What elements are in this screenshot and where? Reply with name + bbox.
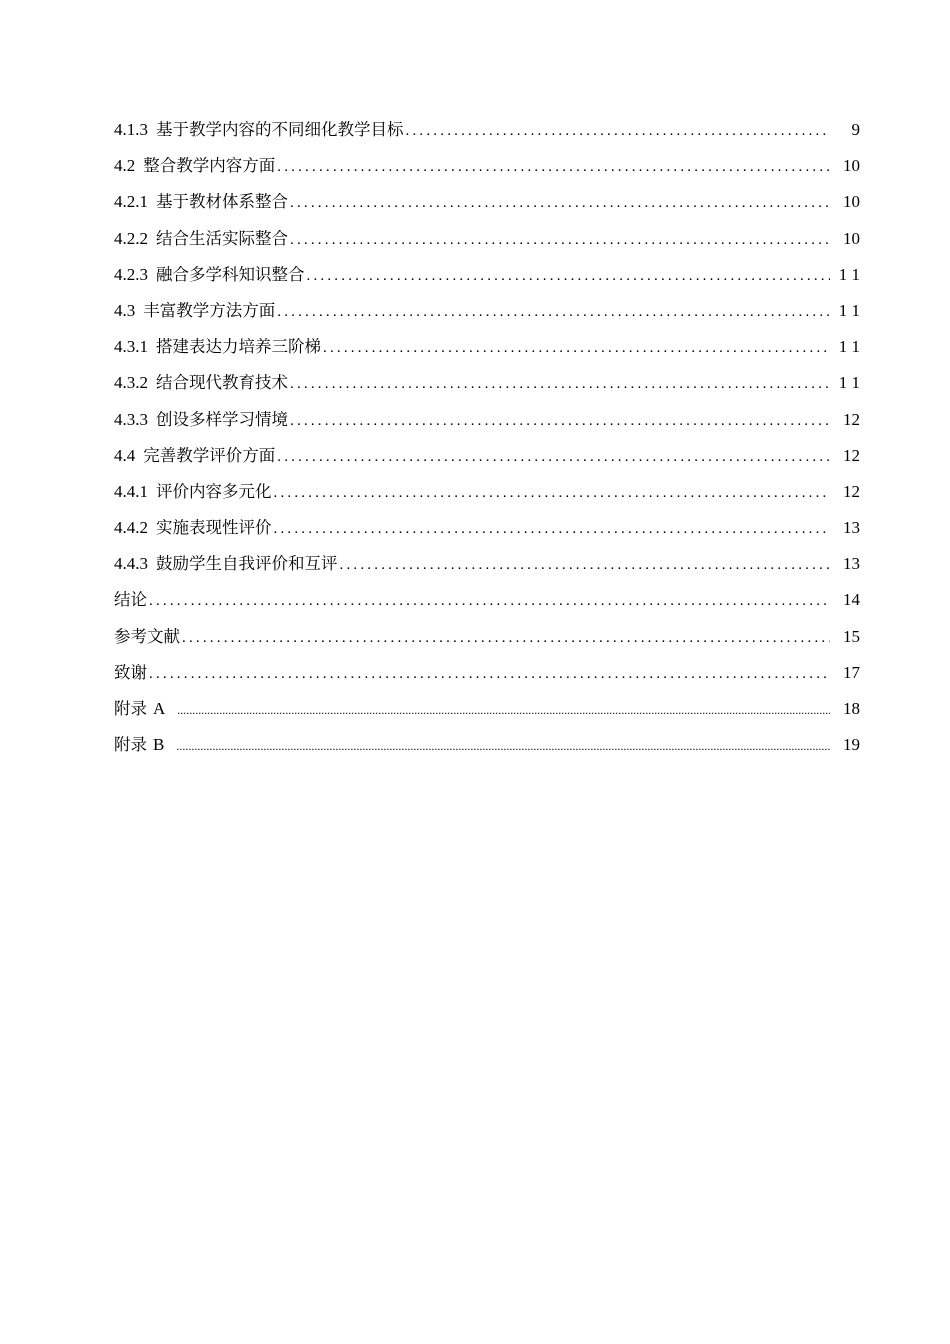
toc-entry-4-3-3[interactable] [114, 408, 860, 444]
toc-leader-dots [277, 300, 830, 324]
toc-entry-page: 18 [843, 699, 860, 718]
toc-entry-number: 4.2.2 [114, 228, 148, 248]
toc-entry-title: 丰富教学方法方面 [143, 300, 276, 320]
toc-entry-page: 15 [843, 626, 860, 646]
toc-entry-title: 附录 [114, 699, 147, 718]
toc-entry-page: 13 [843, 518, 860, 538]
toc-entry-number: 4.2.1 [114, 192, 148, 212]
toc-leader-dots [149, 662, 830, 686]
toc-leader-dots [177, 698, 830, 722]
toc-leader-dots [274, 517, 831, 541]
toc-entry-title: 创设多样学习情境 [156, 409, 288, 429]
toc-entry-title: 整合教学内容方面 [143, 156, 276, 176]
toc-leader-dots [307, 264, 831, 288]
toc-entry-title: 基于教材体系整合 [156, 192, 288, 212]
toc-entry-4-2-2[interactable] [114, 227, 860, 263]
toc-entry-number: 4.3.3 [114, 409, 148, 429]
toc-entry-4-1-3[interactable] [114, 118, 860, 154]
toc-entry-page: 19 [843, 735, 860, 755]
toc-leader-dots [176, 734, 830, 758]
toc-entry-4-2[interactable] [114, 154, 860, 190]
toc-leader-dots [290, 409, 830, 433]
toc-entry-number: 4.2.3 [114, 264, 148, 284]
toc-entry-page: 1 1 [838, 300, 860, 320]
toc-entry-title: 致谢 [114, 662, 147, 682]
toc-entry-page: 10 [843, 156, 860, 176]
toc-entry-4-3-2[interactable] [114, 371, 860, 407]
toc-entry-number: 4.3.1 [114, 337, 148, 357]
toc-entry-page: 10 [843, 228, 860, 248]
toc-entry-number: 4.4.1 [114, 481, 148, 501]
toc-entry-appendix-letter: A [153, 699, 166, 718]
toc-entry-title: 参考文献 [114, 626, 180, 646]
toc-leader-dots [340, 553, 831, 577]
toc-entry-number: 4.4 [114, 445, 136, 465]
toc-entry-page: 13 [843, 554, 860, 574]
toc-entry-title: 实施表现性评价 [156, 518, 272, 538]
toc-entry-4-4-2[interactable] [114, 516, 860, 552]
toc-leader-dots [290, 372, 830, 396]
toc-leader-dots [323, 336, 830, 360]
toc-entry-number: 4.3.2 [114, 373, 148, 393]
toc-entry-page: 14 [843, 590, 860, 610]
toc-entry-appendix-a[interactable] [114, 697, 860, 733]
toc-entry-title: 附录 [114, 735, 147, 755]
toc-entry-page: 1 1 [838, 373, 860, 393]
toc-entry-page: 1 1 [838, 264, 860, 284]
toc-entry-title: 完善教学评价方面 [143, 445, 276, 465]
toc-entry-4-2-1[interactable] [114, 190, 860, 226]
toc-entry-4-3-1[interactable] [114, 335, 860, 371]
toc-entry-number: 4.2 [114, 156, 136, 176]
toc-entry-number: 4.4.3 [114, 554, 148, 574]
table-of-contents [114, 118, 860, 769]
toc-entry-4-4-1[interactable] [114, 480, 860, 516]
toc-leader-dots [274, 481, 831, 505]
toc-leader-dots [290, 228, 830, 252]
toc-entry-title: 结论 [114, 590, 147, 610]
toc-entry-title: 基于教学内容的不同细化教学目标 [156, 120, 404, 139]
toc-entry-conclusion[interactable] [114, 588, 860, 624]
toc-entry-appendix-letter: B [153, 735, 165, 755]
toc-entry-4-2-3[interactable] [114, 263, 860, 299]
toc-entry-title: 鼓励学生自我评价和互评 [156, 554, 338, 574]
toc-entry-number: 4.4.2 [114, 518, 148, 538]
toc-entry-4-4-3[interactable] [114, 552, 860, 588]
toc-entry-title: 结合生活实际整合 [156, 228, 288, 248]
toc-entry-page: 12 [843, 409, 860, 429]
toc-entry-page: 12 [843, 445, 860, 465]
toc-entry-title: 结合现代教育技术 [156, 373, 288, 393]
toc-leader-dots [182, 626, 830, 650]
toc-entry-appendix-b[interactable] [114, 733, 860, 769]
toc-leader-dots [406, 119, 831, 143]
toc-entry-number: 4.3 [114, 300, 136, 320]
toc-entry-title: 融合多学科知识整合 [156, 264, 305, 284]
toc-leader-dots [290, 191, 830, 215]
toc-entry-page: 17 [843, 662, 860, 682]
toc-entry-page: 9 [851, 120, 860, 139]
toc-entry-page: 10 [843, 192, 860, 212]
toc-leader-dots [149, 589, 830, 613]
toc-entry-acknowledgements[interactable] [114, 661, 860, 697]
toc-entry-page: 12 [843, 481, 860, 501]
toc-leader-dots [277, 445, 830, 469]
toc-entry-title: 评价内容多元化 [156, 481, 272, 501]
toc-entry-references[interactable] [114, 625, 860, 661]
toc-entry-4-4[interactable] [114, 444, 860, 480]
toc-leader-dots [277, 155, 830, 179]
toc-entry-title: 搭建表达力培养三阶梯 [156, 337, 321, 357]
toc-entry-number: 4.1.3 [114, 120, 148, 139]
toc-entry-page: 1 1 [838, 337, 860, 357]
toc-entry-4-3[interactable] [114, 299, 860, 335]
